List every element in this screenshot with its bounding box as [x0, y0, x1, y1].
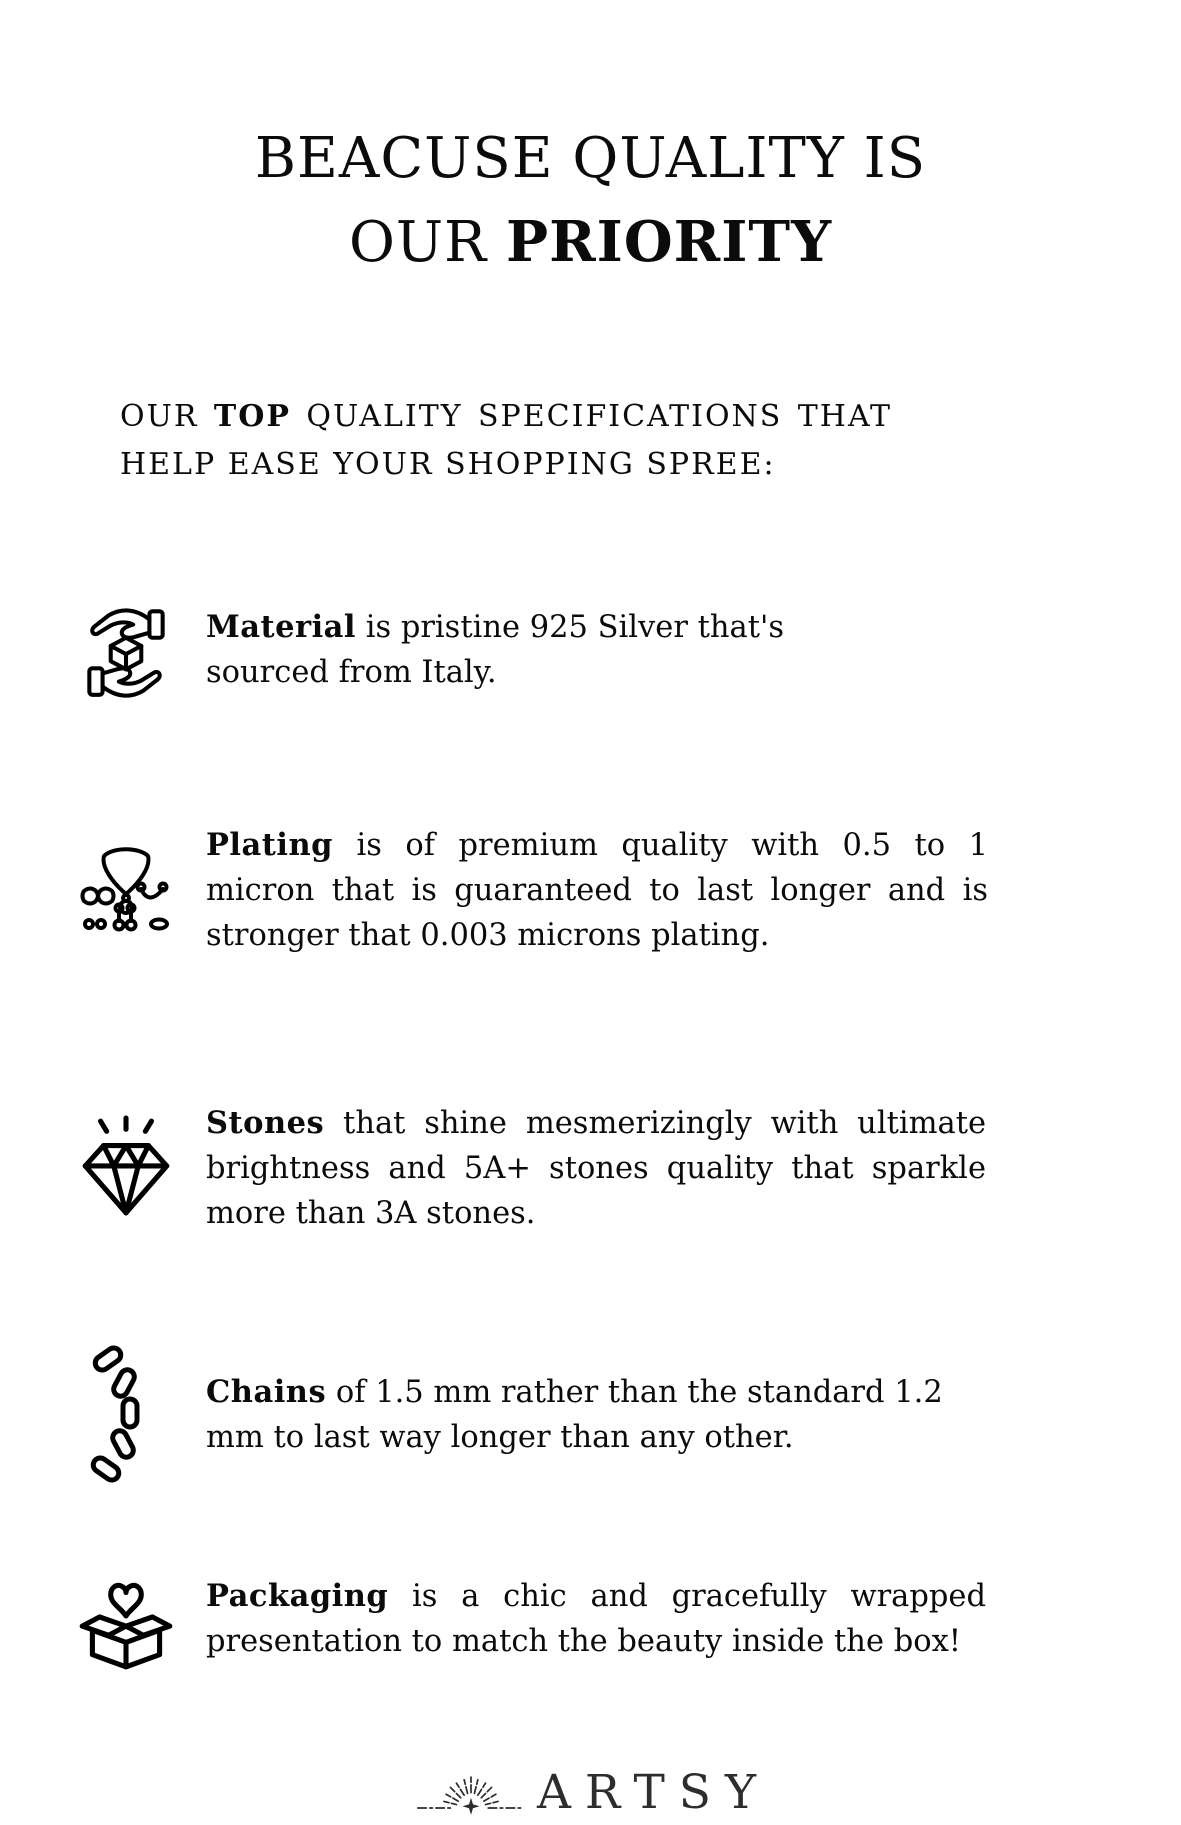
chain-icon: [62, 1339, 190, 1491]
title-line-2: OUR PRIORITY: [348, 208, 833, 275]
list-item-plating: [62, 792, 1181, 988]
list-item-packaging: [62, 1543, 1181, 1695]
page-title: [0, 118, 1181, 285]
diamond-icon: [62, 1113, 190, 1225]
hands-holding-cube-icon: [62, 595, 190, 707]
list-item-material: [62, 575, 1181, 727]
jewelry-set-icon: [62, 836, 190, 946]
item-name: Stones: [206, 1105, 325, 1142]
item-name: Material: [206, 609, 357, 646]
list-item-chains: [62, 1339, 1181, 1491]
item-name: Packaging: [206, 1577, 389, 1614]
quality-flyer-page: [0, 118, 1181, 1820]
item-text: Stones that shine mesmerizingly with ultimate brightness and 5A+ stones quality that sparkle more than 3A stones.: [206, 1105, 986, 1232]
title-line-1: BEACUSE QUALITY IS: [254, 126, 927, 191]
item-text: Packaging is a chic and gracefully wrapped presentation to match the beauty inside the box!: [206, 1577, 986, 1659]
item-name: Plating: [206, 826, 333, 863]
intro-paragraph: OUR TOP QUALITY SPECIFICATIONS THAT HELP EASE YOUR SHOPPING SPREE:: [120, 398, 892, 482]
item-text: Material is pristine 925 Silver that's sourced from Italy.: [206, 609, 784, 691]
gift-box-heart-icon: [62, 1563, 190, 1675]
item-text: Chains of 1.5 mm rather than the standard 1.2 mm to last way longer than any other.: [206, 1374, 943, 1455]
brand-name: ARTSY: [536, 1764, 771, 1820]
quality-spec-list: [0, 575, 1181, 1695]
sunburst-icon: [411, 1759, 531, 1825]
item-text: Plating is of premium quality with 0.5 to 1 micron that is guaranteed to last longer and is stronger that 0.003 microns plating.: [206, 826, 988, 953]
brand-footer: [0, 1759, 1181, 1825]
list-item-stones: [62, 1071, 1181, 1267]
intro-bold-word: TOP: [213, 398, 291, 434]
title-bold-word: PRIORITY: [506, 208, 833, 275]
item-name: Chains: [206, 1374, 327, 1411]
